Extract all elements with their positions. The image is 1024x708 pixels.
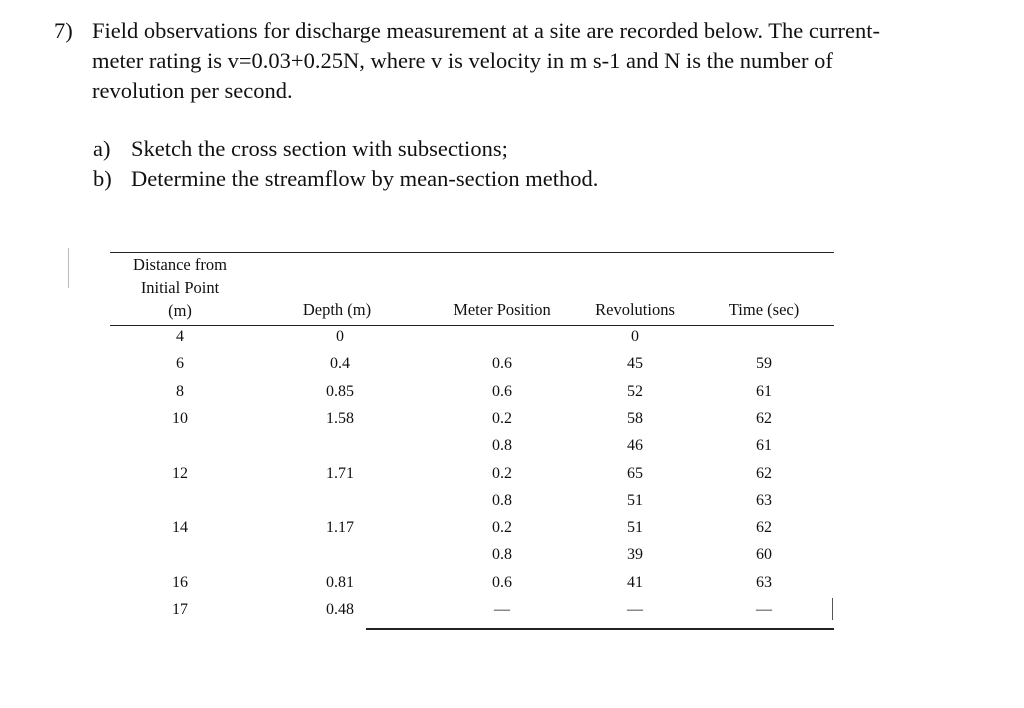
cell-depth: 1.17 [326,519,354,537]
subpart-a-text: Sketch the cross section with subsections; [131,136,508,161]
cell-revolutions: 51 [627,491,643,509]
cell-position: 0.2 [492,409,512,427]
question-line-2: meter rating is v=0.03+0.25N, where v is velocity in m s-1 and N is the number of [92,48,833,73]
cell-position: 0.6 [492,573,512,591]
cell-time: 61 [756,382,772,400]
cell-distance: 16 [172,573,188,591]
cell-time: 62 [756,464,772,482]
header-distance [110,253,250,322]
cell-depth: 0.81 [326,573,354,591]
cell-depth: 1.58 [326,409,354,427]
cell-revolutions: 39 [627,546,643,564]
cell-depth: 0.4 [330,355,350,373]
scan-mark [68,248,69,288]
cell-revolutions: 41 [627,573,643,591]
header-distance-line-1: Distance from [133,255,227,274]
question-number: 7) [54,18,73,43]
cell-position: 0.2 [492,519,512,537]
cell-distance: 12 [172,464,188,482]
cell-time: 62 [756,409,772,427]
table-bottom-rule [366,628,834,630]
cell-position: 0.6 [492,355,512,373]
cell-revolutions: 51 [627,519,643,537]
subpart-b-text: Determine the streamflow by mean-section method. [131,166,599,191]
cell-distance: 8 [176,382,184,400]
cell-depth: 0.85 [326,382,354,400]
cell-revolutions: 65 [627,464,643,482]
cell-depth: 0.48 [326,601,354,618]
cell-time: 60 [756,546,772,564]
cell-revolutions: 46 [627,437,643,455]
cell-position: — [494,601,510,618]
header-distance-line-3: (m) [168,301,192,320]
subpart-b [93,166,598,192]
cell-distance: 6 [176,355,184,373]
cell-time: 59 [756,355,772,373]
cell-revolutions: 52 [627,382,643,400]
cell-position: 0.2 [492,464,512,482]
cell-distance: 4 [176,328,184,345]
question-line-3: revolution per second. [92,78,293,103]
header-distance-line-2: Initial Point [140,278,220,297]
cell-distance: 14 [172,519,188,537]
subpart-a [93,136,508,162]
header-revolutions: Revolutions [595,300,675,319]
cell-time: 62 [756,519,772,537]
header-time: Time (sec) [728,300,800,319]
cell-revolutions: — [627,601,643,618]
cell-time: 63 [756,491,772,509]
cell-position: 0.6 [492,382,512,400]
cell-distance: 17 [172,601,188,618]
cell-distance: 10 [172,409,188,427]
cell-revolutions: 58 [627,409,643,427]
cell-revolutions: 45 [627,355,643,373]
cell-position: 0.8 [492,437,512,455]
question-line-1: Field observations for discharge measurement at a site are recorded below. The current- [92,18,881,43]
cell-depth: 0 [336,328,344,345]
cell-position: 0.8 [492,491,512,509]
header-meter-position: Meter Position [453,300,551,319]
table-header-rule [110,325,834,326]
cell-time: 63 [756,573,772,591]
cell-time: 61 [756,437,772,455]
subpart-b-label: b) [93,166,112,191]
cell-revolutions: 0 [631,328,639,345]
subpart-a-label: a) [93,136,111,161]
scan-mark [832,598,833,620]
cell-position: 0.8 [492,546,512,564]
cell-time: — [756,601,772,618]
cell-depth: 1.71 [326,464,354,482]
header-depth: Depth (m) [302,300,372,319]
